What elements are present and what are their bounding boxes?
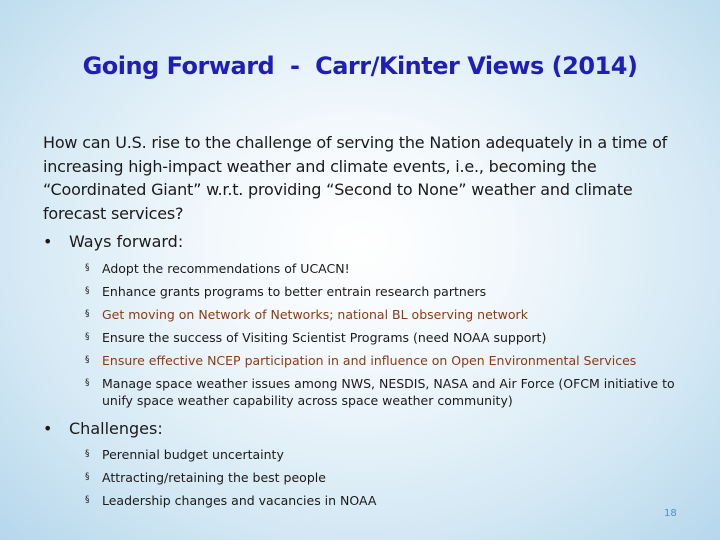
sub-bullet-glyph: §	[85, 472, 90, 482]
list-item	[85, 466, 685, 489]
list-item-text: Ensure the success of Visiting Scientist Programs (need NOAA support)	[102, 330, 547, 345]
sub-bullet-glyph: §	[85, 355, 90, 365]
list-item-text: Leadership changes and vacancies in NOAA	[102, 493, 377, 508]
list-item	[85, 349, 685, 372]
list-item-text: Manage space weather issues among NWS, NESDIS, NASA and Air Force (OFCM initiative to unify space weather capability across space weather community)	[102, 376, 675, 408]
ways-forward-list	[85, 257, 685, 409]
challenges-heading: Challenges:	[69, 419, 163, 438]
list-item	[85, 280, 685, 303]
list-item	[85, 326, 685, 349]
sub-bullet-glyph: §	[85, 449, 90, 459]
list-item-text: Perennial budget uncertainty	[102, 447, 284, 462]
sub-bullet-glyph: §	[85, 378, 90, 388]
list-item-text: Adopt the recommendations of UCACN!	[102, 261, 350, 276]
bullet-glyph: •	[43, 419, 53, 438]
list-item	[85, 303, 685, 326]
list-item	[85, 489, 685, 512]
list-item	[85, 443, 685, 466]
ways-forward-heading: Ways forward:	[69, 232, 184, 251]
sub-bullet-glyph: §	[85, 286, 90, 296]
list-item-text: Enhance grants programs to better entrain research partners	[102, 284, 487, 299]
sub-bullet-glyph: §	[85, 309, 90, 319]
sub-bullet-glyph: §	[85, 263, 90, 273]
challenges-list	[85, 443, 685, 512]
bullet-ways-forward	[43, 232, 183, 251]
list-item-text: Get moving on Network of Networks; national BL observing network	[102, 307, 528, 322]
sub-bullet-glyph: §	[85, 332, 90, 342]
list-item	[85, 257, 685, 280]
intro-paragraph: How can U.S. rise to the challenge of serving the Nation adequately in a time of increasing high-impact weather and climate events, i.e., becoming the “Coordinated Giant” w.r.t. providing “Second to None” weather and climate forecast services?	[43, 133, 668, 223]
sub-bullet-glyph: §	[85, 495, 90, 505]
list-item-text: Ensure effective NCEP participation in and influence on Open Environmental Services	[102, 353, 637, 368]
bullet-glyph: •	[43, 232, 53, 251]
list-item-text: Attracting/retaining the best people	[102, 470, 326, 485]
list-item	[85, 372, 685, 409]
bullet-challenges	[43, 419, 163, 438]
page-number: 18	[664, 508, 677, 519]
slide-title: Going Forward - Carr/Kinter Views (2014)	[82, 52, 638, 80]
